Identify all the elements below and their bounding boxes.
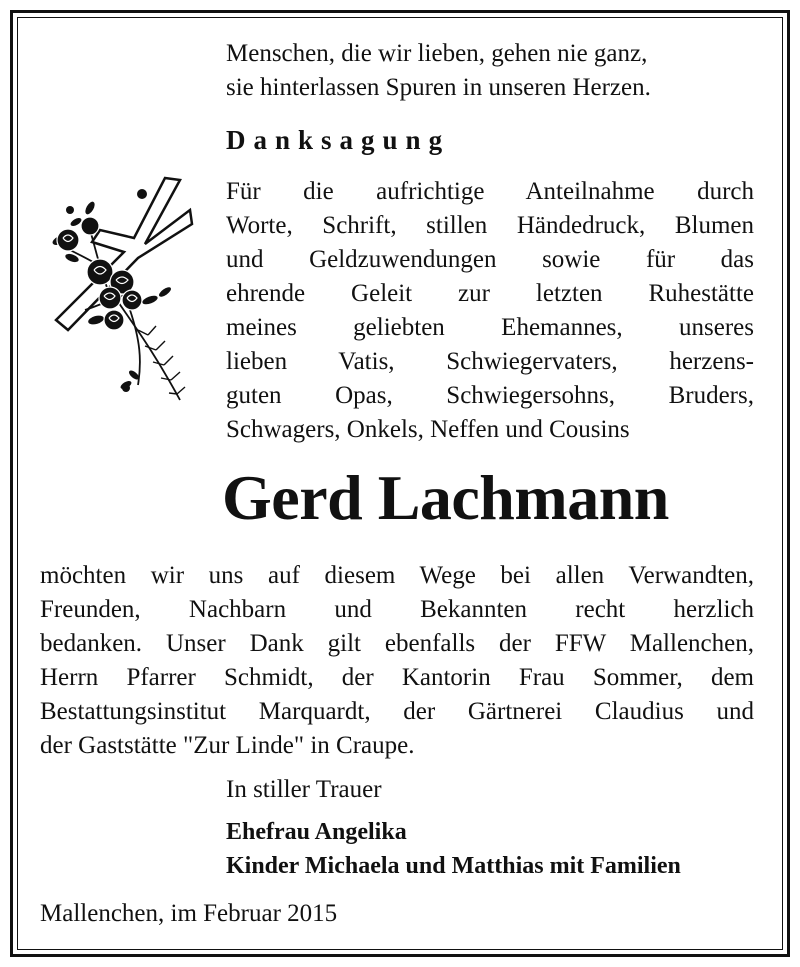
body-paragraph [40,559,754,763]
thanks-line: Für die aufrichtige Anteilnahme durch [226,178,754,205]
signer-line: Kinder Michaela und Matthias mit Familien [226,853,681,879]
deceased-name: Gerd Lachmann [222,462,669,533]
thanks-line: Schwagers, Onkels, Neffen und Cousins [226,416,630,443]
thanks-line: ehrende Geleit zur letzten Ruhestätte [226,280,754,307]
body-line: Bestattungsinstitut Marquardt, der Gärtnerei Claudius und [40,698,754,725]
signers [226,815,681,883]
mourning-line: In stiller Trauer [226,776,382,803]
body-line: der Gaststätte "Zur Linde" in Craupe. [40,732,415,759]
thanks-paragraph [226,175,754,447]
thanks-line: guten Opas, Schwiegersohns, Bruders, [226,382,754,409]
signer-line: Ehefrau Angelika [226,819,407,845]
place-date: Mallenchen, im Februar 2015 [40,900,338,927]
thanks-line: meines geliebten Ehemannes, unseres [226,314,754,341]
body-line: bedanken. Unser Dank gilt ebenfalls der FFW Mallenchen, [40,630,754,657]
thanks-line: lieben Vatis, Schwiegervaters, herzens- [226,348,754,375]
body-line: möchten wir uns auf diesem Wege bei allen Verwandten, [40,562,754,589]
cross-with-roses-icon [30,170,200,420]
body-line: Freunden, Nachbarn und Bekannten recht herzlich [40,596,754,623]
thanks-line: und Geldzuwendungen sowie für das [226,246,754,273]
motto-line: Menschen, die wir lieben, gehen nie ganz, [226,40,648,67]
body-line: Herrn Pfarrer Schmidt, der Kantorin Frau Sommer, dem [40,664,754,691]
motto-line: sie hinterlassen Spuren in unseren Herzen. [226,74,651,101]
heading-danksagung: Danksagung [226,125,451,155]
thanks-line: Worte, Schrift, stillen Händedruck, Blumen [226,212,754,239]
motto [226,37,766,105]
